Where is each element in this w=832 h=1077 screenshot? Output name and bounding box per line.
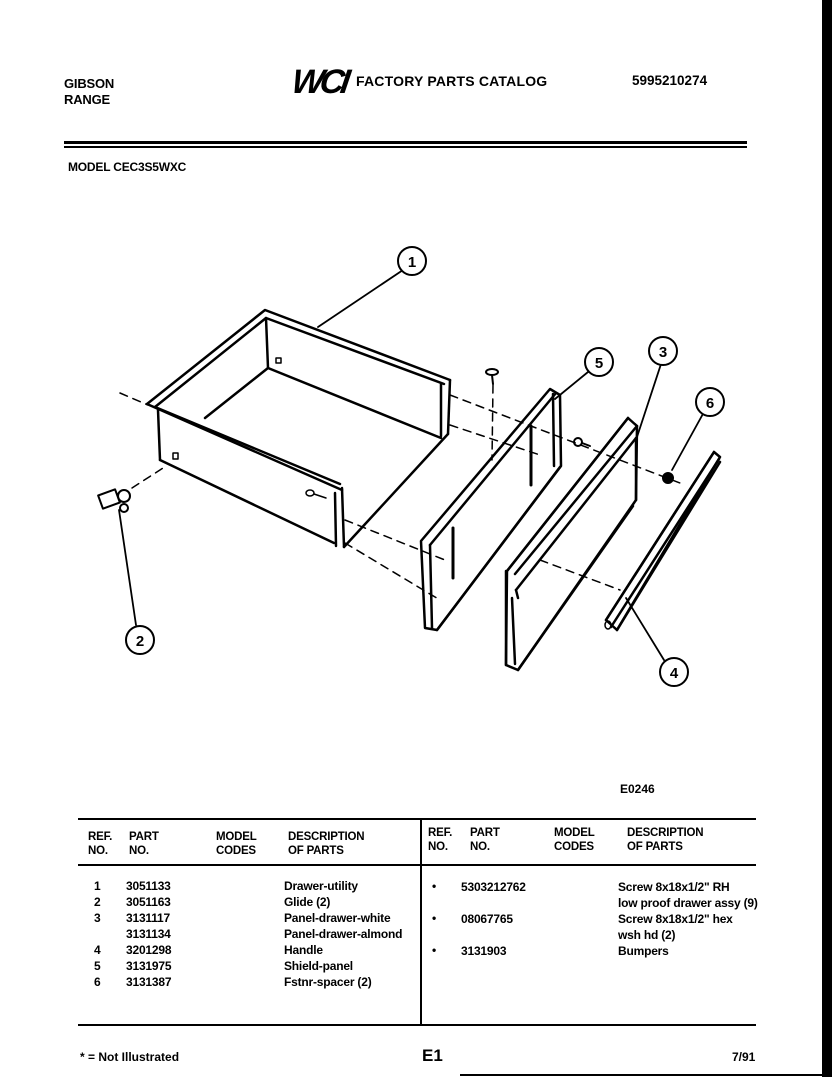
glide-drawing [98, 489, 130, 512]
header-ref-no: REF. NO. [88, 831, 113, 857]
header-part-no: PART NO. [129, 831, 159, 857]
callout-1: 1 [407, 254, 417, 271]
table-column-divider [420, 818, 422, 1026]
table-header-rule-right [422, 864, 756, 866]
header-description-right: DESCRIPTION OF PARTS [627, 827, 704, 853]
header-model-codes: MODEL CODES [216, 831, 257, 857]
catalog-title: FACTORY PARTS CATALOG [356, 73, 548, 89]
header-description: DESCRIPTION OF PARTS [288, 831, 365, 857]
table-top-rule [78, 818, 756, 820]
brand-line-1: GIBSON [64, 76, 115, 91]
header-ref-no-right: REF. NO. [428, 827, 453, 853]
table-row-ref: • [432, 943, 437, 957]
callout-3: 3 [658, 344, 668, 361]
not-illustrated-legend: * = Not Illustrated [80, 1050, 180, 1064]
table-row-part: 3131903 [461, 944, 507, 958]
header-part-no-right: PART NO. [470, 827, 500, 853]
table-row-ref: • [432, 911, 437, 925]
brand-line-2: RANGE [64, 92, 110, 107]
drawer-utility-drawing [147, 310, 450, 548]
callout-2: 2 [135, 633, 145, 650]
callout-5: 5 [594, 355, 604, 372]
figure-id: E0246 [620, 782, 655, 796]
header-model-codes-right: MODEL CODES [554, 827, 595, 853]
callout-6: 6 [705, 395, 715, 412]
table-row-desc: Screw 8x18x1/2" hex wsh hd (2) [618, 912, 733, 942]
footer-rule [460, 1074, 832, 1076]
revision-date: 7/91 [732, 1050, 756, 1064]
page-number: E1 [422, 1046, 443, 1065]
table-row-desc: Screw 8x18x1/2" RH low proof drawer assy (9) [618, 880, 758, 910]
model-label: MODEL CEC3S5WXC [68, 160, 187, 174]
table-bottom-rule [78, 1024, 756, 1026]
wci-logo: WCI [289, 63, 349, 101]
catalog-number: 5995210274 [632, 73, 708, 88]
table-row-ref: • [432, 879, 437, 893]
table-row-part: 08067765 [461, 912, 513, 926]
callout-4: 4 [669, 665, 679, 682]
table-row-part: 5303212762 [461, 880, 526, 894]
table-header-rule-left [78, 864, 420, 866]
table-row-desc: Bumpers [618, 944, 669, 958]
